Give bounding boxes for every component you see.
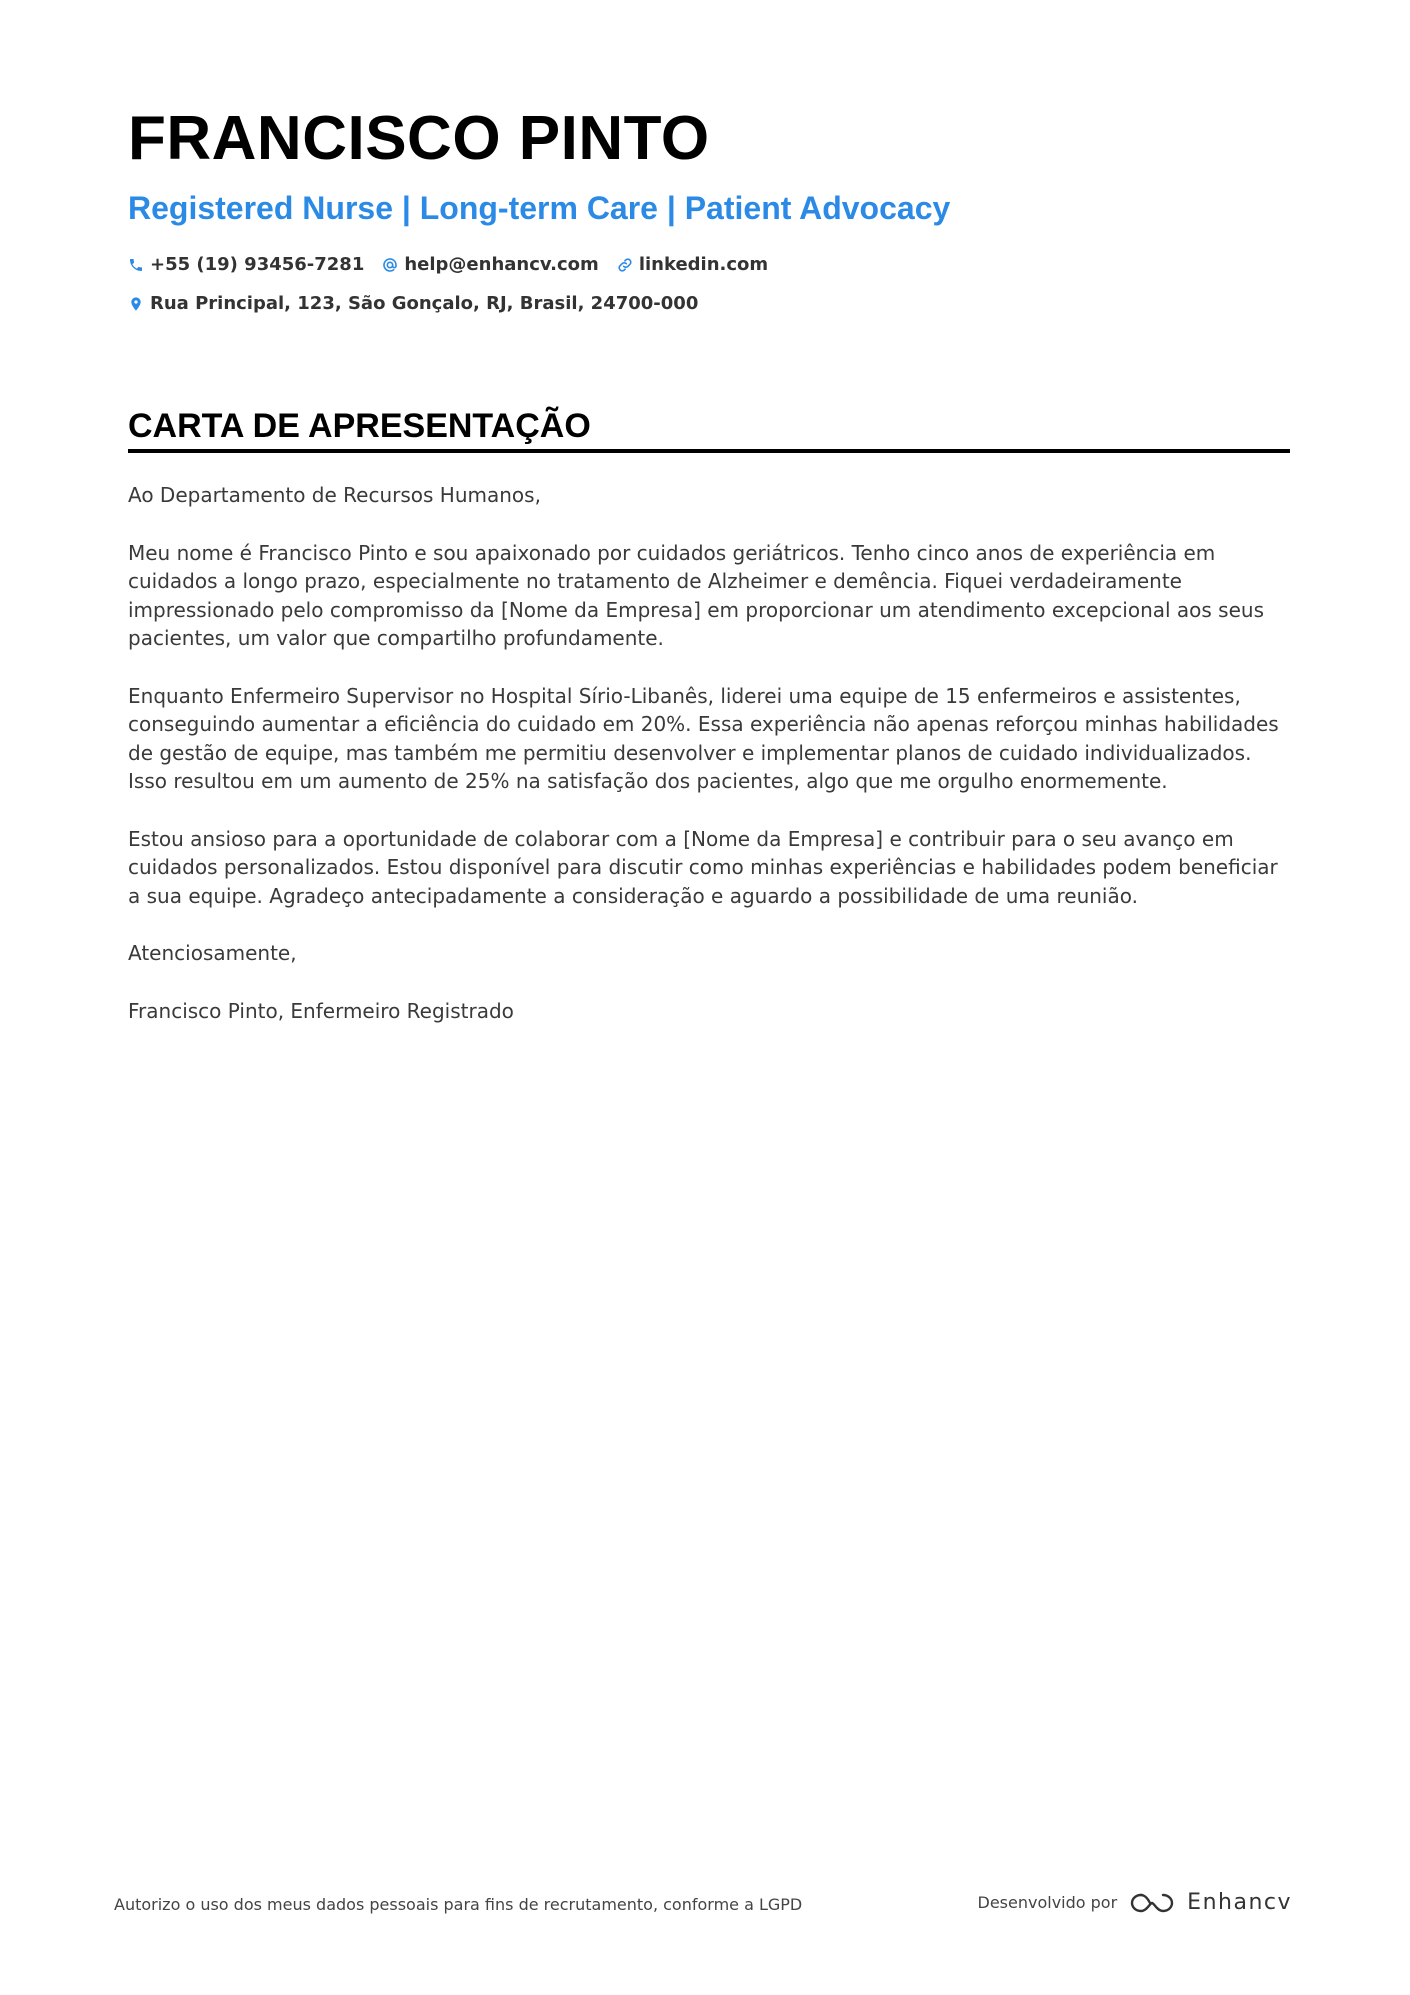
contact-row-secondary	[128, 293, 716, 314]
phone-text: +55 (19) 93456-7281	[150, 254, 365, 275]
at-icon	[382, 257, 398, 273]
candidate-headline: Registered Nurse | Long-term Care | Patient Advocacy	[128, 190, 951, 226]
powered-by	[978, 1890, 1292, 1915]
email-text[interactable]: help@enhancv.com	[404, 254, 599, 275]
contact-phone	[128, 254, 364, 275]
contact-linkedin[interactable]	[617, 254, 768, 275]
letter-paragraph: Enquanto Enfermeiro Supervisor no Hospital Sírio-Libanês, liderei uma equipe de 15 enfermeiros e assistentes, conseguindo aumentar a eficiência do cuidado em 20%. Essa experiência não apenas reforçou minhas habilidades de gestão de equipe, mas também me permitiu desenvolver e implementar planos de cuidado individualizados. Isso resultou em um aumento de 25% na satisfação dos pacientes, algo que me orgulho enormemente.	[128, 683, 1279, 793]
linkedin-text[interactable]: linkedin.com	[638, 254, 769, 275]
letter-signature: Francisco Pinto, Enfermeiro Registrado	[128, 998, 514, 1023]
phone-icon	[128, 257, 144, 273]
section-divider	[128, 449, 1290, 453]
powered-by-label: Desenvolvido por	[977, 1893, 1118, 1912]
contact-email[interactable]	[382, 254, 598, 275]
link-icon	[617, 257, 633, 273]
contact-address	[128, 293, 698, 314]
letter-closing: Atenciosamente,	[128, 941, 297, 965]
letter-body	[128, 481, 1290, 1054]
consent-note: Autorizo o uso dos meus dados pessoais para fins de recrutamento, conforme a LGPD	[114, 1895, 803, 1914]
contact-row-primary	[128, 254, 786, 275]
infinity-logo-icon	[1129, 1891, 1175, 1915]
candidate-name: FRANCISCO PINTO	[128, 104, 710, 173]
letter-salutation: Ao Departamento de Recursos Humanos,	[128, 483, 541, 507]
brand-logo[interactable]	[1129, 1890, 1292, 1915]
location-pin-icon	[128, 296, 144, 312]
letter-paragraph: Meu nome é Francisco Pinto e sou apaixonado por cuidados geriátricos. Tenho cinco anos de experiência em cuidados a longo prazo, especialmente no tratamento de Alzheimer e demência. Fiquei verdadeiramente impressionado pelo compromisso da [Nome da Empresa] em proporcionar um atendimento excepcional aos seus pacientes, um valor que compartilho profundamente.	[128, 540, 1265, 650]
address-text: Rua Principal, 123, São Gonçalo, RJ, Brasil, 24700-000	[150, 293, 699, 314]
section-title: CARTA DE APRESENTAÇÃO	[128, 407, 591, 445]
letter-paragraph: Estou ansioso para a oportunidade de colaborar com a [Nome da Empresa] e contribuir para o seu avanço em cuidados personalizados. Estou disponível para discutir como minhas experiências e habilidades podem beneficiar a sua equipe. Agradeço antecipadamente a consideração e aguardo a possibilidade de uma reunião.	[128, 826, 1278, 908]
brand-name: Enhancv	[1187, 1890, 1292, 1915]
